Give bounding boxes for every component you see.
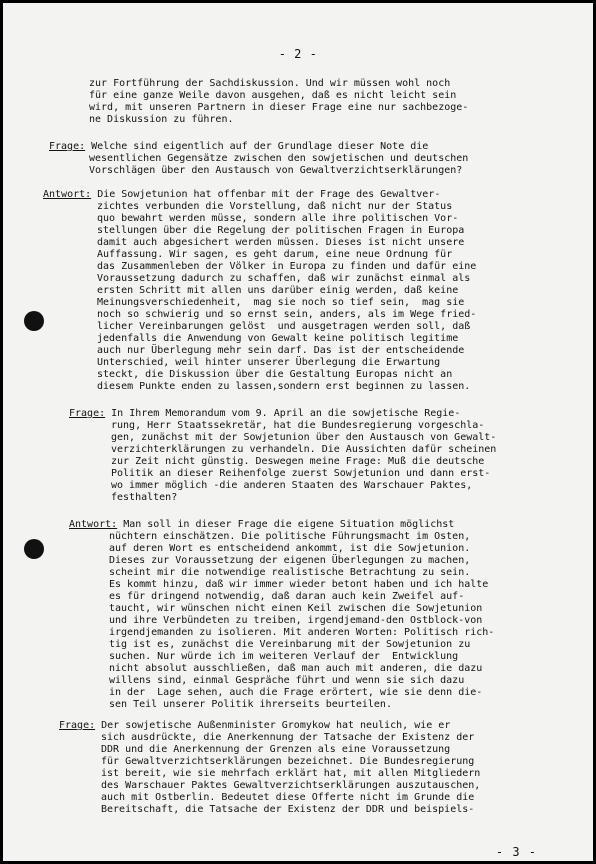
- text-line: ist bereit, wie sie mehrfach erklärt hat, mit allen Mitgliedern: [101, 768, 481, 779]
- answer-block: [43, 189, 513, 393]
- text-line: das Zusammenleben der Völker in Europa zu finden und dafür eine: [97, 261, 477, 272]
- text-line: auf deren Wort es entscheidend ankommt, ist die Sowjetunion.: [109, 543, 471, 554]
- text-line: sich ausdrückte, die Anerkennung der Tatsache der Existenz der: [101, 732, 475, 743]
- text-line: nicht absolut ausschließen, daß man auch mit anderen, die dazu: [109, 663, 483, 674]
- punch-hole: [24, 539, 44, 559]
- text-line: rung, Herr Staatssekretär, hat die Bundesregierung vorgeschla-: [111, 420, 485, 431]
- text-line: steckt, die Diskussion über die Gestaltung Europas nicht an: [97, 369, 453, 380]
- text-line: jedenfalls die Anwendung von Gewalt keine politisch legitime: [97, 333, 459, 344]
- text-line: Der sowjetische Außenminister Gromykow hat neulich, wie er: [95, 720, 451, 731]
- text-line: auch nur Überlegung mehr sein darf. Das ist der entscheidende: [97, 345, 465, 356]
- text-line: und ihre Verbündeten zu treiben, irgendjemand-den Ostblock-von: [109, 615, 483, 626]
- text-line: Welche sind eigentlich auf der Grundlage dieser Note die: [85, 141, 429, 152]
- text-line: zichtes verbunden die Vorstellung, daß nicht nur der Status: [97, 201, 453, 212]
- text-line: wird, mit unseren Partnern in dieser Frage eine nur sachbezoge-: [89, 102, 469, 113]
- text-line: nüchtern einschätzen. Die politische Führungsmacht im Osten,: [109, 531, 471, 542]
- question-block: [49, 141, 519, 177]
- answer-block: [69, 519, 539, 711]
- next-page-marker: - 3 -: [495, 845, 537, 859]
- text-line: zur Fortführung der Sachdiskussion. Und wir müssen wohl noch: [89, 78, 451, 89]
- text-line: Dieses zur Voraussetzung der eigenen Überlegungen zu machen,: [109, 555, 471, 566]
- text-line: Politik an dieser Reihenfolge zuerst Sowjetunion und dann erst-: [111, 468, 491, 479]
- text-line: es für dringend notwendig, daß daran auch kein Zweifel auf-: [109, 591, 465, 602]
- text-line: DDR und die Anerkennung der Grenzen als eine Voraussetzung: [101, 744, 451, 755]
- text-line: Unterschied, weil hinter unserer Überlegung die Erwartung: [97, 357, 441, 368]
- answer-label: Antwort:: [43, 189, 92, 200]
- text-line: verzichterklärungen zu verhandeln. Die Aussichten dafür scheinen: [111, 444, 497, 455]
- text-line: diesem Punkte enden zu lassen,sondern erst beginnen zu lassen.: [97, 381, 471, 392]
- answer-label: Antwort:: [69, 519, 118, 530]
- text-line: tig ist es, zunächst die Vereinbarung mit der Sowjetunion zu: [109, 639, 471, 650]
- text-line: Bereitschaft, die Tatsache der Existenz der DDR und beispiels-: [101, 804, 475, 815]
- document-page: [3, 3, 593, 861]
- text-line: wesentlichen Gegensätze zwischen den sowjetischen und deutschen: [89, 153, 469, 164]
- text-line: in der Lage sehen, auch die Frage erörtert, wie sie denn die-: [109, 687, 483, 698]
- text-line: stellungen über die Regelung der politischen Fragen in Europa: [97, 225, 465, 236]
- text-line: damit auch abgesichert werden müssen. Dieses ist nicht unsere: [97, 237, 465, 248]
- text-line: In Ihrem Memorandum vom 9. April an die sowjetische Regie-: [105, 408, 461, 419]
- text-line: ersten Schritt mit allen uns darüber einig werden, daß keine: [97, 285, 459, 296]
- text-line: Die Sowjetunion hat offenbar mit der Frage des Gewaltver-: [91, 189, 441, 200]
- text-line: Auffassung. Wir sagen, es geht darum, eine neue Ordnung für: [97, 249, 453, 260]
- text-line: suchen. Nur würde ich im weiteren Verlauf der Entwicklung: [109, 651, 459, 662]
- question-label: Frage:: [69, 408, 106, 419]
- text-line: Es kommt hinzu, daß wir immer wieder betont haben und ich halte: [109, 579, 489, 590]
- text-line: für eine ganze Weile davon ausgehen, daß es nicht leicht sein: [89, 90, 457, 101]
- text-line: für Gewaltverzichtserklärungen bezeichnet. Die Bundesregierung: [101, 756, 475, 767]
- question-block: [59, 720, 529, 816]
- text-line: Man soll in dieser Frage die eigene Situation möglichst: [117, 519, 455, 530]
- text-line: willens sind, einmal Gespräche führt und wenn sie sich dazu: [109, 675, 465, 686]
- text-line: noch so schwierig und so ernst sein, anders, als im Wege fried-: [97, 309, 477, 320]
- text-line: irgendjemanden zu isolieren. Mit anderen Worten: Politisch rich-: [109, 627, 495, 638]
- text-line: Vorschlägen über den Austausch von Gewaltverzichtserklärungen?: [89, 165, 463, 176]
- text-line: gen, zunächst mit der Sowjetunion über den Austausch von Gewalt-: [111, 432, 497, 443]
- text-line: Meinungsverschiedenheit, mag sie noch so tief sein, mag sie: [97, 297, 465, 308]
- continuation-paragraph: [65, 78, 535, 126]
- text-line: zur Zeit nicht günstig. Deswegen meine Frage: Muß die deutsche: [111, 456, 485, 467]
- text-line: licher Vereinbarungen gelöst und ausgetragen werden soll, daß: [97, 321, 471, 332]
- question-label: Frage:: [59, 720, 96, 731]
- text-line: ne Diskussion zu führen.: [89, 114, 234, 125]
- text-line: sen Teil unserer Politik ihrerseits beurteilen.: [109, 699, 392, 710]
- text-line: Voraussetzung dadurch zu schaffen, daß wir zunächst einmal als: [97, 273, 471, 284]
- text-line: auch mit Ostberlin. Bedeutet diese Offerte nicht im Grunde die: [101, 792, 475, 803]
- text-line: des Warschauer Paktes Gewaltverzichtserklärungen auszutauschen,: [101, 780, 481, 791]
- question-block: [69, 408, 539, 504]
- question-label: Frage:: [49, 141, 86, 152]
- text-line: taucht, wir wünschen nicht einen Keil zwischen die Sowjetunion: [109, 603, 483, 614]
- text-line: quo bewahrt werden müsse, sondern alle ihre politischen Vor-: [97, 213, 459, 224]
- punch-hole: [24, 311, 44, 331]
- text-line: scheint mir die notwendige realistische Betrachtung zu sein.: [109, 567, 471, 578]
- text-line: wo immer möglich -die anderen Staaten des Warschauer Paktes,: [111, 480, 473, 491]
- page-number: - 2 -: [278, 47, 318, 61]
- text-line: festhalten?: [111, 492, 178, 503]
